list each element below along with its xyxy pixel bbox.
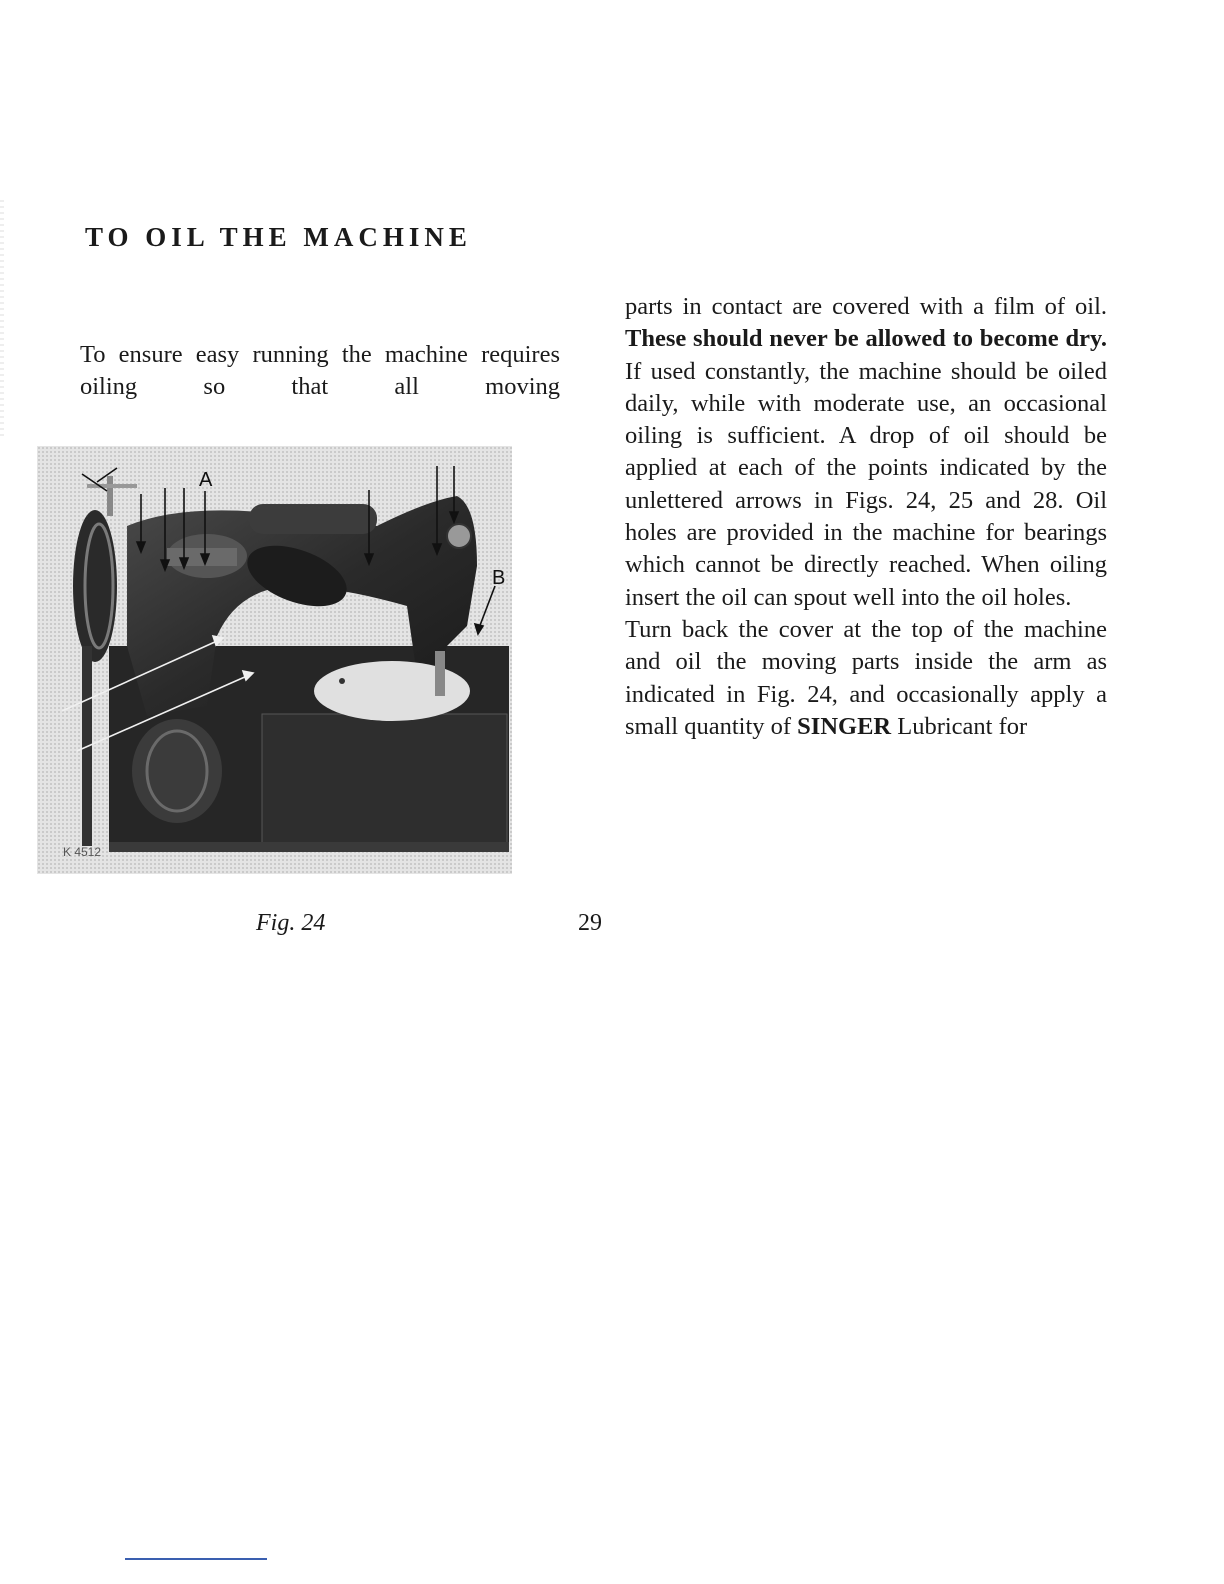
left-column-text: To ensure easy running the machine requires oiling so that all moving <box>80 341 560 400</box>
paragraph-3 <box>625 614 1107 743</box>
paragraph-1 <box>625 291 1107 356</box>
page-number: 29 <box>578 910 602 936</box>
section-heading: TO OIL THE MACHINE <box>85 222 472 252</box>
paragraph-2: If used constantly, the machine should be oiled daily, while with moderate use, an occasional oiling is sufficient. A drop of oil should be applied at each of the points indicated by the unlettered arrows in Figs. 24, 25 and 28. Oil holes are provided in the machine for bearings which cannot be directly reached. When oiling insert the oil can spout well into the oil holes. <box>625 357 1107 611</box>
right-column-text <box>625 291 1107 743</box>
scan-edge <box>0 200 4 440</box>
footnote-rule <box>125 1558 267 1560</box>
paragraph-1-emphasis: These should never be allowed to become dry. <box>625 325 1107 353</box>
paragraph-3-text: Turn back the cover at the top of the machine and oil the moving parts inside the arm as indicated in Fig. 24, and occasionally apply a small quantity of <box>625 615 1107 740</box>
paragraph-1-text: parts in contact are covered with a film of oil. <box>625 293 1107 320</box>
figure-code: K 4512 <box>63 845 102 859</box>
label-b: B <box>492 567 506 589</box>
needle-plate <box>314 661 470 721</box>
sewing-machine-figure <box>37 446 512 874</box>
label-a: A <box>199 469 213 491</box>
singer-brand: SINGER <box>797 712 892 740</box>
figure-caption: Fig. 24 <box>256 910 326 936</box>
handwheel <box>73 510 117 662</box>
paragraph-3-end: Lubricant for <box>891 712 1028 740</box>
